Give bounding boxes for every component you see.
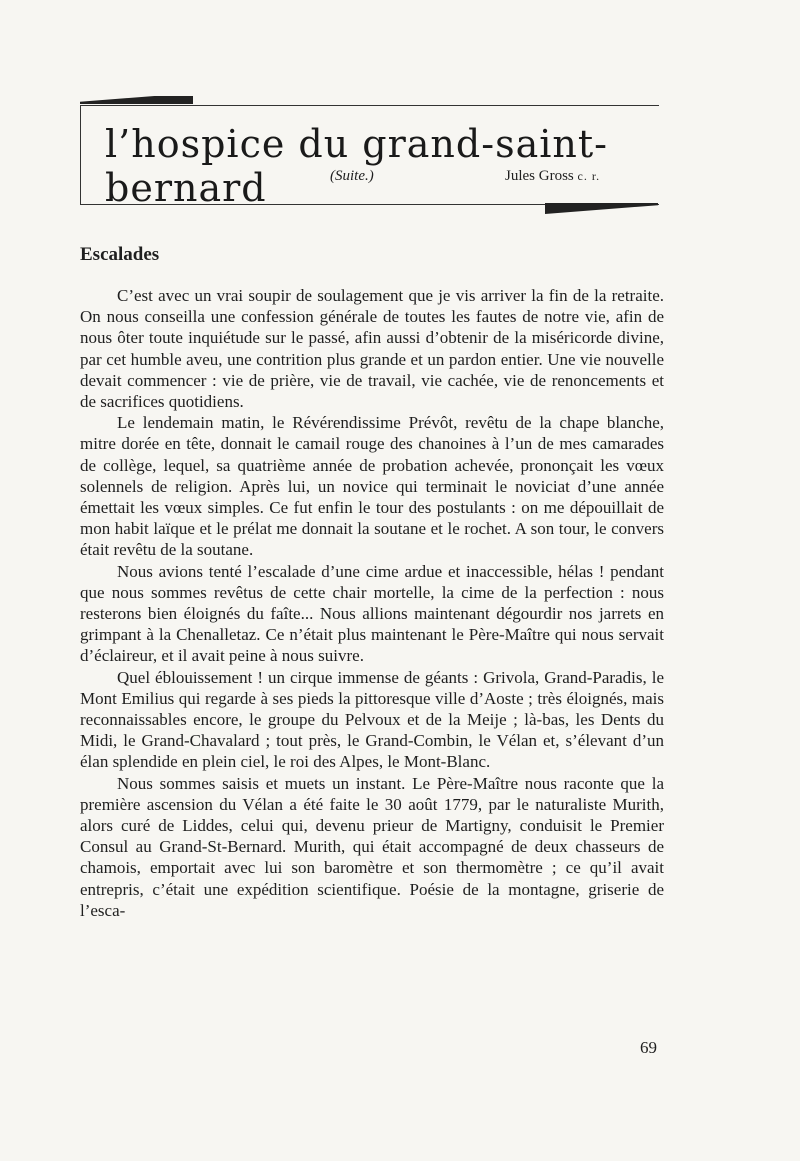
body-text (80, 285, 664, 921)
paragraph: Nous avions tenté l’escalade d’une cime ardue et inaccessible, hélas ! pendant que nous sommes revêtus de cette chair mortelle, la cime de la perfection : nous resterons bien éloignés du faîte... Nous allions maintenant dégourdir nos jarrets en grimpant à la Chenalletaz. Ce n’était plus maintenant le Père-Maître qui nous servait d’éclaireur, et il avait peine à nous suivre. (80, 561, 664, 666)
paragraph: Le lendemain matin, le Révérendissime Prévôt, revêtu de la chape blanche, mitre dorée en tête, donnait le camail rouge des chanoines à l’un de mes camarades de collège, lequel, sa quatrième année de probation achevée, prononçait les vœux solennels de religion. Après lui, un novice qui terminait le noviciat d’une année émettait les vœux simples. Ce fut enfin le tour des postulants : on me dépouillait de mon habit laïque et le prélat me donnait la soutane et le rochet. A son tour, le convers était revêtu de la soutane. (80, 413, 664, 560)
author-suffix: c. r. (577, 169, 601, 183)
page-number: 69 (640, 1038, 657, 1057)
decorative-rule-top (80, 93, 193, 104)
paragraph: Quel éblouissement ! un cirque immense de géants : Grivola, Grand-Paradis, le Mont Emilius qui regarde à ses pieds la pittoresque ville d’Aoste ; très éloignés, mais reconnaissables encore, le groupe du Pelvoux et de la Meije ; là-bas, les Dents du Midi, le Grand-Chavalard ; tout près, le Grand-Combin, le Vélan et, s’élevant d’un élan splendide en plein ciel, le roi des Alpes, le Mont-Blanc. (80, 667, 664, 772)
paragraph: C’est avec un vrai soupir de soulagement que je vis arriver la fin de la retraite. On nous conseilla une confession générale de toutes les fautes de notre vie, afin de nous ôter toute inquiétude sur le passé, afin aussi d’obtenir de la miséricorde divine, par cet humble aveu, une contrition plus grande et un pardon entier. Une vie nouvelle devait commencer : vie de prière, vie de travail, vie cachée, vie de renoncements et de sacrifices quotidiens. (80, 286, 664, 412)
author-name: Jules Gross (505, 168, 574, 184)
suite-label: (Suite.) (330, 168, 374, 184)
paragraph: Nous sommes saisis et muets un instant. Le Père-Maître nous raconte que la première ascension du Vélan a été faite le 30 août 1779, par le naturaliste Murith, alors curé de Liddes, celui qui, devenu prieur de Martigny, conduisit le Premier Consul au Grand-St-Bernard. Murith, qui était accompagné de deux chasseurs de chamois, emportait avec lui son baromètre et son thermomètre ; ce qu’il avait entrepris, c’était une expédition scientifique. Poésie de la montagne, griserie de l’esca- (80, 773, 664, 920)
article-title: l’hospice du grand-saint-bernard (105, 122, 608, 210)
section-heading: Escalades (80, 244, 160, 265)
author-line (505, 168, 600, 185)
